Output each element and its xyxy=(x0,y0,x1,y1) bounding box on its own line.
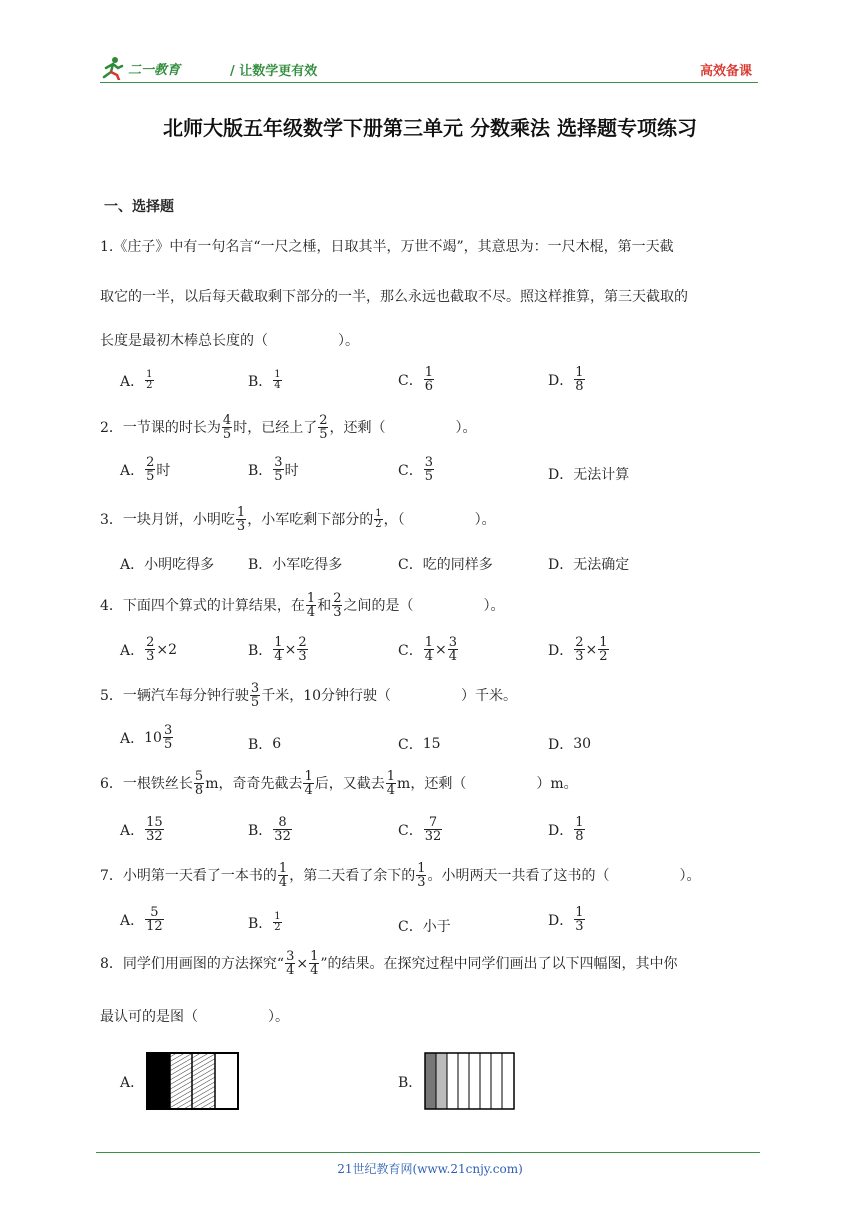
q6-option-c[interactable]: C． $\frac{7}{32}$ xyxy=(398,815,442,844)
fraction: $\frac{1}{4}$ xyxy=(306,591,316,620)
fraction: $\frac{1}{4}$ xyxy=(386,769,396,798)
fraction: $\frac{1}{4}$ xyxy=(274,635,283,664)
q7-option-b[interactable]: B． $\frac{1}{2}$ xyxy=(248,911,281,933)
fraction: $\frac{5}{12}$ xyxy=(146,905,163,934)
q6-option-b[interactable]: B． $\frac{8}{32}$ xyxy=(248,815,291,844)
q7-option-a[interactable]: A． $\frac{5}{12}$ xyxy=(120,905,163,934)
fraction: $\frac{1}{2}$ xyxy=(375,508,382,530)
fraction: $\frac{3}{5}$ xyxy=(250,681,260,710)
q8-figure-b[interactable] xyxy=(424,1052,516,1110)
page-header xyxy=(100,56,758,82)
q7-option-d[interactable]: D． $\frac{1}{3}$ xyxy=(548,905,584,934)
fraction: $\frac{5}{8}$ xyxy=(194,769,204,798)
fraction: $\frac{2}{3}$ xyxy=(298,635,307,664)
q7-stem: 7．小明第一天看了一本书的 $\frac{1}{4}$ ，第二天看了余下的 $\frac{1}{3}$ 。小明两天一共看了这书的（ ）。 xyxy=(100,861,701,890)
q6-option-d[interactable]: D． $\frac{1}{8}$ xyxy=(548,815,584,844)
q1-option-d[interactable]: D． $\frac{1}{8}$ xyxy=(548,365,584,394)
q1-option-c[interactable]: C． $\frac{1}{6}$ xyxy=(398,365,433,394)
q3-stem: 3．一块月饼，小明吃 $\frac{1}{3}$ ，小军吃剩下部分的 $\frac{1}{2}$ ，（ ）。 xyxy=(100,505,496,534)
q1-option-a[interactable]: A． $\frac{1}{2}$ xyxy=(120,369,153,391)
fraction: $\frac{1}{3}$ xyxy=(417,861,426,890)
q3-option-a[interactable]: A．小明吃得多 xyxy=(120,557,215,573)
footer-text[interactable]: 21世纪教育网(www.21cnjy.com) xyxy=(337,1162,523,1176)
q5-option-c[interactable]: C． 15 xyxy=(398,736,441,753)
fraction: $\frac{2}{3}$ xyxy=(575,635,584,664)
fraction: $\frac{1}{3}$ xyxy=(575,905,584,934)
q8-figure-b-label[interactable]: B． xyxy=(398,1075,423,1091)
q4-stem: 4．下面四个算式的计算结果，在 $\frac{1}{4}$ 和 $\frac{2}{3}$ 之间的是（ ）。 xyxy=(100,591,505,620)
q5-option-d[interactable]: D． 30 xyxy=(548,736,592,753)
fraction: $\frac{1}{3}$ xyxy=(236,505,246,534)
fraction: $\frac{8}{32}$ xyxy=(274,815,291,844)
q2-option-b[interactable]: B． $\frac{3}{5}$ 时 xyxy=(248,455,299,484)
fraction: $\frac{3}{5}$ xyxy=(274,455,283,484)
fraction: $\frac{1}{4}$ xyxy=(274,369,281,391)
fraction: $\frac{1}{6}$ xyxy=(424,365,433,394)
q2-option-c[interactable]: C． $\frac{3}{5}$ xyxy=(398,455,433,484)
fraction: $\frac{1}{8}$ xyxy=(575,815,584,844)
fraction: $\frac{1}{2}$ xyxy=(599,635,608,664)
section-heading: 一、选择题 xyxy=(104,199,174,215)
q2-option-d[interactable]: D． 无法计算 xyxy=(548,467,630,483)
fraction: $\frac{2}{3}$ xyxy=(333,591,342,620)
q1-line2: 取它的一半，以后每天截取剩下部分的一半，那么永远也截取不尽。照这样推算，第三天截取的 xyxy=(100,289,688,305)
fraction: $\frac{2}{3}$ xyxy=(146,635,155,664)
fraction: $\frac{1}{4}$ xyxy=(310,949,319,978)
q7-option-c[interactable]: C． 小于 xyxy=(398,919,451,935)
q5-stem: 5．一辆汽车每分钟行驶 $\frac{3}{5}$ 千米，10分钟行驶（ ）千米。 xyxy=(100,681,518,710)
q5-option-b[interactable]: B． 6 xyxy=(248,736,282,753)
fraction: $\frac{3}{5}$ xyxy=(163,723,173,752)
fraction: $\frac{7}{32}$ xyxy=(424,815,442,844)
fraction: $\frac{3}{4}$ xyxy=(448,635,458,664)
fraction: $\frac{4}{5}$ xyxy=(222,413,232,442)
q3-option-b[interactable]: B．小军吃得多 xyxy=(248,557,343,573)
q8-stem: 8．同学们用画图的方法探究“ $\frac{3}{4}$ × $\frac{1}{4}$ ”的结果。在探究过程中同学们画出了以下四幅图，其中你 xyxy=(100,949,678,978)
q3-option-c[interactable]: C．吃的同样多 xyxy=(398,557,493,573)
header-brand: 高效备课 xyxy=(699,64,752,79)
fraction: $\frac{15}{32}$ xyxy=(146,815,163,844)
fraction: $\frac{3}{5}$ xyxy=(424,455,433,484)
q4-option-b[interactable]: B． $\frac{1}{4}$ × $\frac{2}{3}$ xyxy=(248,635,307,664)
fraction: $\frac{2}{5}$ xyxy=(146,455,155,484)
q1-option-b[interactable]: B． $\frac{1}{4}$ xyxy=(248,369,281,391)
q1-line3: 长度是最初木棒总长度的（ ）。 xyxy=(100,333,359,349)
fraction: $\frac{1}{4}$ xyxy=(304,769,313,798)
fraction: $\frac{1}{2}$ xyxy=(146,369,153,391)
q2-option-a[interactable]: A． $\frac{2}{5}$ 时 xyxy=(120,455,171,484)
q6-stem: 6．一根铁丝长 $\frac{5}{8}$ m，奇奇先截去 $\frac{1}{4}$ 后，又截去 $\frac{1}{4}$ m，还剩（ ）m。 xyxy=(100,769,578,798)
q4-option-d[interactable]: D． $\frac{2}{3}$ × $\frac{1}{2}$ xyxy=(548,635,608,664)
fraction: $\frac{2}{5}$ xyxy=(319,413,328,442)
header-slogan: / 让数学更有效 xyxy=(230,64,318,79)
q8-line2: 最认可的是图（ ）。 xyxy=(100,1009,289,1025)
fraction: $\frac{1}{8}$ xyxy=(575,365,584,394)
header-divider xyxy=(100,82,758,83)
page-title: 北师大版五年级数学下册第三单元 分数乘法 选择题专项练习 xyxy=(163,116,697,140)
fraction: $\frac{3}{4}$ xyxy=(286,949,295,978)
fraction: $\frac{1}{4}$ xyxy=(424,635,433,664)
q1-line1: 1.《庄子》中有一句名言“一尺之棰，日取其半，万世不竭”，其意思为：一尺木棍，第一天截 xyxy=(100,239,674,255)
q4-option-a[interactable]: A． $\frac{2}{3}$ ×2 xyxy=(120,635,178,664)
q4-option-c[interactable]: C． $\frac{1}{4}$ × $\frac{3}{4}$ xyxy=(398,635,458,664)
logo xyxy=(100,56,180,80)
footer-divider xyxy=(96,1152,760,1153)
q8-figure-a-label[interactable]: A． xyxy=(120,1075,145,1091)
logo-text: 二一教育 xyxy=(128,62,181,78)
fraction: $\frac{1}{4}$ xyxy=(278,861,288,890)
q3-option-d[interactable]: D．无法确定 xyxy=(548,557,630,573)
runner-logo-icon xyxy=(100,56,126,80)
q5-option-a[interactable]: A． 10 $\frac{3}{5}$ xyxy=(120,723,173,752)
q8-figure-a[interactable] xyxy=(146,1052,240,1110)
q2-stem: 2．一节课的时长为 $\frac{4}{5}$ 时，已经上了 $\frac{2}{5}$ ，还剩（ ）。 xyxy=(100,413,477,442)
fraction: $\frac{1}{2}$ xyxy=(274,911,281,933)
q6-option-a[interactable]: A． $\frac{15}{32}$ xyxy=(120,815,163,844)
